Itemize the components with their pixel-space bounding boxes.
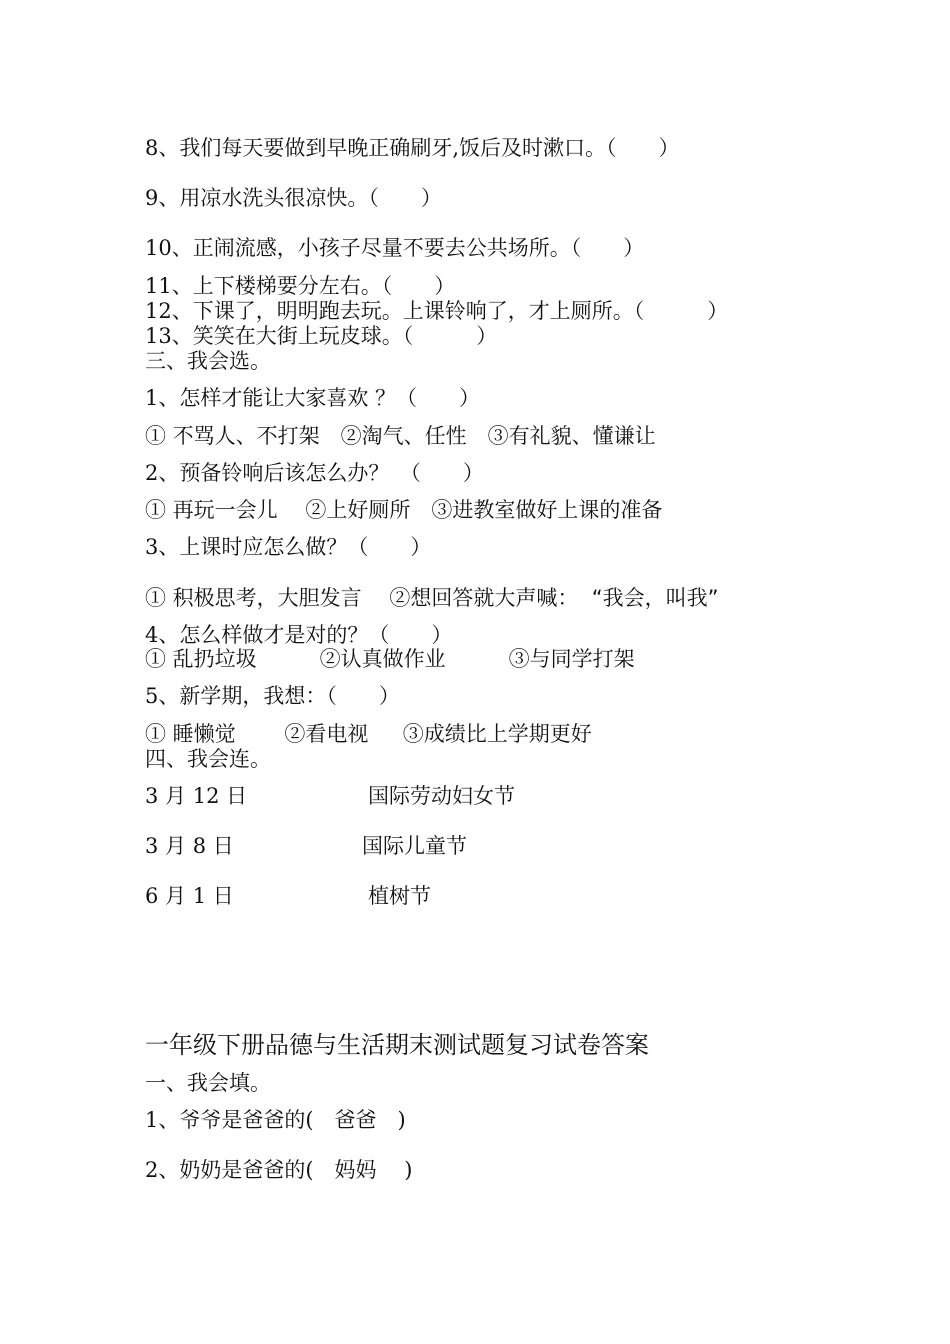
- match-item-1: 国际劳动妇女节: [368, 784, 515, 808]
- judge-item-12: 12、下课了，明明跑去玩。上课铃响了，才上厕所。（ ）: [145, 299, 729, 323]
- match-item-2: 国际儿童节: [362, 834, 467, 858]
- choice-options-3-main: ① 积极思考，大胆发言 ②想回答就大声: [145, 586, 537, 610]
- answer-key-title: 一年级下册品德与生活期末测试题复习试卷答案: [145, 1031, 649, 1059]
- choice-options-1: ① 不骂人、不打架 ②淘气、任性 ③有礼貌、懂谦让: [145, 424, 656, 448]
- judge-item-9: 9、用凉水洗头很凉快。（ ）: [145, 186, 442, 210]
- answer-item-2: 2、奶奶是爸爸的( 妈妈 ): [145, 1158, 413, 1182]
- judge-item-10: 10、正闹流感，小孩子尽量不要去公共场所。（ ）: [145, 236, 645, 260]
- answer-item-1: 1、爷爷是爸爸的( 爸爸 ): [145, 1108, 406, 1132]
- choice-question-3: 3、上课时应怎么做？（ ）: [145, 535, 432, 559]
- choice-options-5: ① 睡懒觉 ②看电视 ③成绩比上学期更好: [145, 722, 592, 746]
- choice-options-3: [145, 585, 718, 611]
- judge-item-13: 13、笑笑在大街上玩皮球。（ ）: [145, 324, 498, 348]
- match-date-2: 3 月 8 日: [145, 834, 234, 858]
- choice-options-2: ① 再玩一会儿 ②上好厕所 ③进教室做好上课的准备: [145, 498, 663, 522]
- choice-question-5: 5、新学期，我想：（ ）: [145, 684, 400, 708]
- judge-item-8: 8、我们每天要做到早晚正确刷牙,饭后及时漱口。（ ）: [145, 136, 680, 160]
- section-3-title: 三、我会选。: [145, 349, 271, 373]
- match-date-1: 3 月 12 日: [145, 784, 248, 808]
- choice-question-1: 1、怎样才能让大家喜欢 ？（ ）: [145, 386, 481, 410]
- choice-options-4: ① 乱扔垃圾 ②认真做作业 ③与同学打架: [145, 647, 635, 671]
- choice-question-2: 2、预备铃响后该怎么办？ （ ）: [145, 461, 484, 485]
- judge-item-11: 11、上下楼梯要分左右。（ ）: [145, 274, 456, 298]
- match-item-3: 植树节: [368, 884, 431, 908]
- answer-section-1-title: 一、我会填。: [145, 1071, 271, 1095]
- match-date-3: 6 月 1 日: [145, 884, 234, 908]
- choice-options-3-tail: 喊： “我会，叫我”: [536, 586, 719, 610]
- section-4-title: 四、我会连。: [145, 747, 271, 771]
- choice-question-4: 4、怎么样做才是对的？（ ）: [145, 623, 453, 647]
